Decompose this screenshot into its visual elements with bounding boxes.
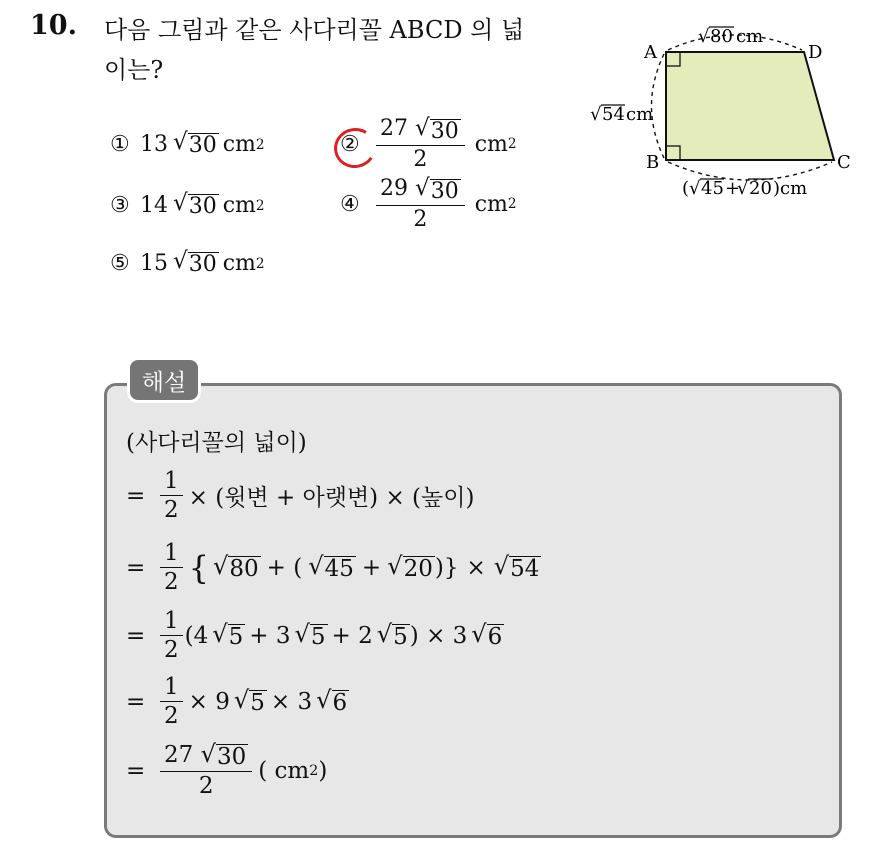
choice-4[interactable]: [340, 176, 517, 232]
choice-1-sqrt: √ 30: [173, 129, 217, 158]
left-dimension-arc: [652, 54, 665, 158]
choice-5[interactable]: [110, 250, 265, 277]
question-text: [104, 10, 574, 90]
choice-4-fraction: 29 √ 30 2: [376, 176, 465, 232]
solution-line-2: = $\frac{1}{2}$ { √ 80 + ( √ 45 + √ 20 )} × √ 54: [126, 540, 540, 596]
trapezoid-shape: [666, 52, 834, 160]
question-text-line2: 이는?: [104, 56, 164, 84]
choice-2-unit: cm: [474, 131, 508, 157]
choice-2-fraction: 27 √ 30 2: [376, 116, 465, 172]
choice-3-unit: cm: [222, 193, 256, 219]
choice-3-mark: ③: [110, 193, 130, 219]
left-dim-radicand: 54: [602, 104, 625, 125]
solution-line-5: = 27 √ 30 2 ( cm 2 ): [126, 740, 328, 800]
choice-3-sqrt: √ 30: [173, 190, 217, 219]
left-dim-radical-sign: √: [590, 104, 602, 125]
bottom-dim-radicand-2: 20: [749, 178, 772, 199]
choice-1-coef: 13: [140, 132, 168, 158]
solution-line-0: (사다리꼴의 넓이): [126, 430, 307, 456]
choice-2-exp: 2: [507, 136, 517, 153]
choice-4-mark: ④: [340, 191, 360, 217]
left-dim-unit: cm: [626, 104, 654, 125]
vertex-b-label: B: [646, 152, 660, 173]
choice-1-mark: ①: [110, 132, 130, 158]
choice-5-exp: 2: [255, 255, 265, 272]
solution-line-4: = $\frac{1}{2}$ × 9 √ 5 × 3 √ 6: [126, 674, 348, 730]
choice-2[interactable]: [340, 116, 517, 172]
choice-5-coef: 15: [140, 251, 168, 277]
question-number: 10.: [30, 10, 77, 41]
solution-line-3: = $\frac{1}{2}$ (4 √ 5 + 3 √ 5 + 2 √ 5 ) × 3 √ 6: [126, 608, 503, 664]
solution-tag: 해설: [130, 360, 198, 400]
choice-5-unit: cm: [222, 251, 256, 277]
choice-2-mark: ②: [340, 132, 370, 157]
top-dim-radicand: 80: [710, 26, 733, 47]
svg-text:√: √: [737, 178, 749, 199]
choice-4-unit: cm: [474, 191, 508, 217]
top-dim-unit: cm: [736, 26, 764, 47]
top-dim-radical-sign: √: [698, 26, 710, 47]
choice-1-exp: 2: [255, 136, 265, 153]
bottom-dim-open: (: [682, 178, 690, 199]
bottom-dim-close: )cm: [773, 178, 808, 199]
top-dimension-arc: [668, 35, 802, 50]
choice-3-exp: 2: [255, 197, 265, 214]
solution-line-1: = $\frac{1}{2}$ × (윗변 + 아랫변) × (높이): [126, 468, 475, 524]
vertex-c-label: C: [837, 152, 851, 173]
vertex-d-label: D: [808, 42, 823, 63]
choice-3-coef: 14: [140, 193, 168, 219]
question-text-line1: 다음 그림과 같은 사다리꼴 ABCD 의 넓: [104, 16, 525, 44]
trapezoid-diagram: [584, 20, 864, 210]
bottom-dim-plus: +: [725, 178, 741, 199]
svg-text:√: √: [689, 178, 701, 199]
choice-5-mark: ⑤: [110, 251, 130, 277]
choice-1-unit: cm: [222, 132, 256, 158]
choice-3[interactable]: [110, 192, 265, 219]
choice-1[interactable]: [110, 131, 265, 158]
choice-4-exp: 2: [507, 196, 517, 213]
vertex-a-label: A: [644, 42, 657, 63]
choice-5-sqrt: √ 30: [173, 248, 217, 277]
bottom-dim-radicand-1: 45: [701, 178, 724, 199]
